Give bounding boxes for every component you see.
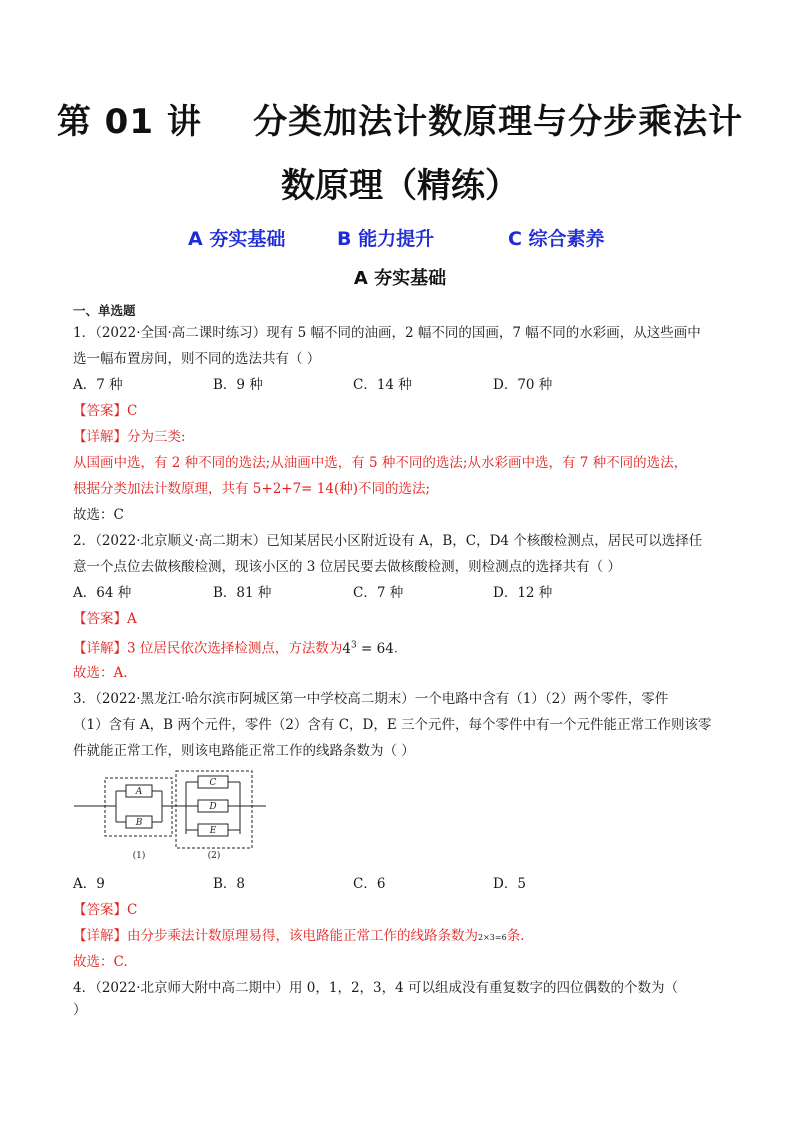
element-a-label: A: [135, 787, 143, 797]
answer-value: A: [127, 611, 137, 627]
answer-value: C: [127, 403, 138, 419]
q4-line-2: ）: [73, 1002, 87, 1018]
q2-option-a: A．64 种: [73, 585, 132, 601]
answer-value: C: [127, 902, 138, 918]
q3-option-c: C．6: [353, 876, 386, 892]
q1-option-b: B．9 种: [213, 377, 263, 393]
q3-line-3: 件就能正常工作，则该电路能正常工作的线路条数为（ ）: [73, 743, 415, 759]
q2-conclusion: 故选：A.: [73, 665, 128, 681]
detail-end: 条.: [506, 928, 525, 944]
q4-line-1: 4．（2022·北京师大附中高二期中）用 0，1，2，3，4 可以组成没有重复数字的四位偶数的个数为（: [73, 980, 679, 996]
part-label: 一、单选题: [73, 303, 136, 318]
answer-tag: 【答案】: [73, 611, 127, 627]
q3-detail: [73, 926, 524, 948]
q1-option-c: C．14 种: [353, 377, 412, 393]
q3-option-b: B．8: [213, 876, 246, 892]
part-1-label: (1): [132, 851, 146, 861]
q1-conclusion: 故选：C: [73, 507, 124, 523]
q1-detail-3: 根据分类加法计数原理，共有 5+2+7= 14(种)不同的选法;: [73, 481, 431, 497]
q1-answer: [73, 401, 137, 421]
detail-tag: 【详解】: [73, 429, 127, 445]
formula-base: 4: [342, 640, 351, 657]
element-e-label: E: [209, 826, 217, 836]
q1-option-d: D．70 种: [493, 377, 553, 393]
detail-text: 3 位居民依次选择检测点，方法数为: [127, 640, 343, 657]
section-link-c[interactable]: C 综合素养: [508, 228, 605, 250]
detail-end: .: [393, 640, 399, 657]
formula-exponent: 3: [350, 640, 357, 650]
q3-line-2: （1）含有 A，B 两个元件，零件（2）含有 C，D，E 三个元件，每个零件中有一个元件能正常工作则该零: [73, 717, 712, 733]
title-line-2: 数原理（精练）: [281, 166, 519, 206]
q2-option-d: D．12 种: [493, 585, 553, 601]
q3-answer: [73, 900, 137, 920]
element-b-label: B: [135, 818, 143, 828]
q1-detail-2: 从国画中选，有 2 种不同的选法;从油画中选，有 5 种不同的选法;从水彩画中选，有 7 种不同的选法，: [73, 455, 688, 471]
q2-answer: [73, 609, 137, 629]
q1-detail-1: [73, 427, 186, 447]
q1-option-a: A．7 种: [73, 377, 123, 393]
section-links: [0, 224, 800, 254]
detail-formula: [342, 641, 393, 657]
section-link-a[interactable]: A 夯实基础: [188, 228, 286, 250]
q2-line-2: 意一个点位去做核酸检测，现该小区的 3 位居民要去做核酸检测，则检测点的选择共有（ ）: [73, 559, 621, 575]
part-2-label: (2): [207, 851, 221, 861]
element-c-label: C: [209, 778, 217, 788]
q2-line-1: 2．（2022·北京顺义·高二期末）已知某居民小区附近设有 A，B，C，D4 个核酸检测点，居民可以选择任: [73, 533, 703, 549]
detail-tag: 【详解】: [73, 928, 127, 944]
element-d-label: D: [209, 802, 217, 812]
q1-line-1: 1．（2022·全国·高二课时练习）现有 5 幅不同的油画，2 幅不同的国画，7 幅不同的水彩画，从这些画中: [73, 325, 701, 341]
detail-text: 由分步乘法计数原理易得，该电路能正常工作的线路条数为: [127, 928, 478, 944]
detail-tag: 【详解】: [73, 640, 127, 657]
q3-conclusion: 故选：C.: [73, 954, 128, 970]
q3-option-d: D．5: [493, 876, 526, 892]
answer-tag: 【答案】: [73, 403, 127, 419]
formula-rest: = 64: [356, 640, 394, 657]
section-link-b[interactable]: B 能力提升: [337, 228, 435, 250]
q2-option-c: C．7 种: [353, 585, 404, 601]
detail-formula: 2×3=6: [478, 933, 507, 942]
q1-line-2: 选一幅布置房间，则不同的选法共有（ ）: [73, 351, 321, 367]
circuit-diagram: [72, 768, 268, 862]
title-line-1: 第 01 讲 分类加法计数原理与分步乘法计: [56, 102, 744, 142]
q3-option-a: A．9: [73, 876, 105, 892]
q3-line-1: 3．（2022·黑龙江·哈尔滨市阿城区第一中学校高二期末）一个电路中含有（1）（2）两个零件，零件: [73, 691, 669, 707]
detail-text: 分为三类:: [127, 429, 186, 445]
answer-tag: 【答案】: [73, 902, 127, 918]
q2-option-b: B．81 种: [213, 585, 272, 601]
q2-detail: [73, 635, 398, 659]
section-heading: A 夯实基础: [353, 268, 447, 289]
